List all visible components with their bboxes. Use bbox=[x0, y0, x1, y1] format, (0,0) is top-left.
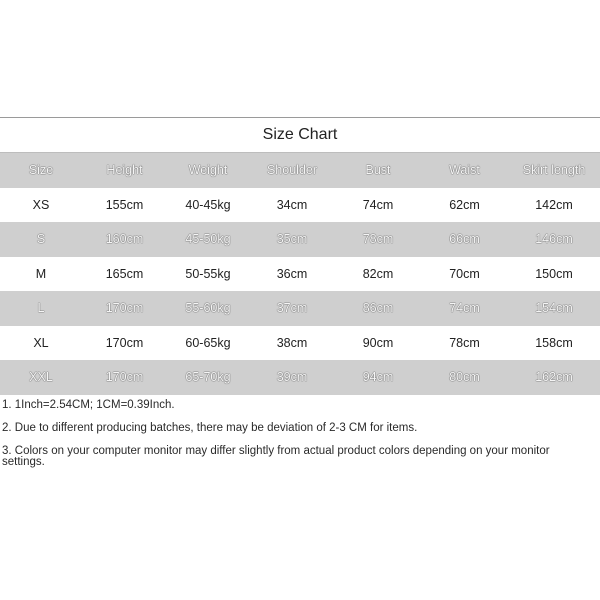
table-row bbox=[0, 291, 600, 326]
table-row bbox=[0, 326, 600, 361]
cell-shoulder: 37cm bbox=[249, 291, 335, 326]
cell-height: 155cm bbox=[105, 197, 144, 212]
cell-shoulder: 36cm bbox=[276, 266, 308, 281]
size-table bbox=[0, 153, 600, 395]
cell-height: 170cm bbox=[82, 291, 167, 326]
header-waist: Waist bbox=[421, 153, 508, 188]
cell-skirt-length: 150cm bbox=[535, 266, 573, 281]
header-row bbox=[0, 153, 600, 188]
header-height: Height bbox=[82, 153, 167, 188]
cell-bust: 74cm bbox=[362, 197, 394, 212]
cell-height: 165cm bbox=[105, 266, 144, 281]
cell-size: XL bbox=[33, 335, 49, 350]
cell-waist: 70cm bbox=[449, 266, 480, 281]
cell-shoulder: 35cm bbox=[249, 222, 335, 257]
cell-weight: 50-55kg bbox=[185, 266, 231, 281]
cell-bust: 90cm bbox=[362, 335, 394, 350]
table-row bbox=[0, 360, 600, 395]
cell-shoulder: 38cm bbox=[276, 335, 308, 350]
cell-size: XXL bbox=[0, 360, 82, 395]
note-deviation: 2. Due to different producing batches, there may be deviation of 2-3 CM for items. bbox=[2, 422, 418, 434]
cell-skirt-length: 154cm bbox=[508, 291, 600, 326]
cell-skirt-length: 146cm bbox=[508, 222, 600, 257]
note-conversion: 1. 1Inch=2.54CM; 1CM=0.39Inch. bbox=[2, 399, 175, 411]
header-bust: Bust bbox=[335, 153, 421, 188]
cell-waist: 62cm bbox=[449, 197, 480, 212]
cell-skirt-length: 142cm bbox=[535, 197, 573, 212]
cell-weight: 60-65kg bbox=[185, 335, 231, 350]
cell-skirt-length: 158cm bbox=[535, 335, 573, 350]
size-chart bbox=[0, 117, 600, 395]
cell-weight: 45-50kg bbox=[167, 222, 249, 257]
cell-bust: 82cm bbox=[362, 266, 394, 281]
notes bbox=[2, 400, 592, 480]
cell-shoulder: 39cm bbox=[249, 360, 335, 395]
cell-weight: 55-60kg bbox=[167, 291, 249, 326]
cell-skirt-length: 162cm bbox=[508, 360, 600, 395]
table-row bbox=[0, 257, 600, 292]
note-color: 3. Colors on your computer monitor may differ slightly from actual product colors depending on your monitor settings. bbox=[2, 445, 550, 468]
cell-bust: 78cm bbox=[335, 222, 421, 257]
table-row bbox=[0, 188, 600, 223]
cell-height: 160cm bbox=[82, 222, 167, 257]
cell-waist: 74cm bbox=[421, 291, 508, 326]
table-row bbox=[0, 222, 600, 257]
header-weight: Weight bbox=[167, 153, 249, 188]
cell-size: L bbox=[0, 291, 82, 326]
cell-waist: 80cm bbox=[421, 360, 508, 395]
cell-weight: 65-70kg bbox=[167, 360, 249, 395]
header-size: Size bbox=[0, 153, 82, 188]
cell-size: XS bbox=[32, 197, 50, 212]
cell-waist: 78cm bbox=[449, 335, 480, 350]
cell-weight: 40-45kg bbox=[185, 197, 231, 212]
cell-height: 170cm bbox=[82, 360, 167, 395]
header-shoulder: Shoulder bbox=[249, 153, 335, 188]
cell-shoulder: 34cm bbox=[276, 197, 308, 212]
cell-size: M bbox=[35, 266, 47, 281]
cell-size: S bbox=[0, 222, 82, 257]
header-skirt-length: Skirt length bbox=[508, 153, 600, 188]
cell-bust: 94cm bbox=[335, 360, 421, 395]
chart-title: Size Chart bbox=[0, 118, 600, 153]
cell-bust: 86cm bbox=[335, 291, 421, 326]
cell-height: 170cm bbox=[105, 335, 144, 350]
cell-waist: 66cm bbox=[421, 222, 508, 257]
